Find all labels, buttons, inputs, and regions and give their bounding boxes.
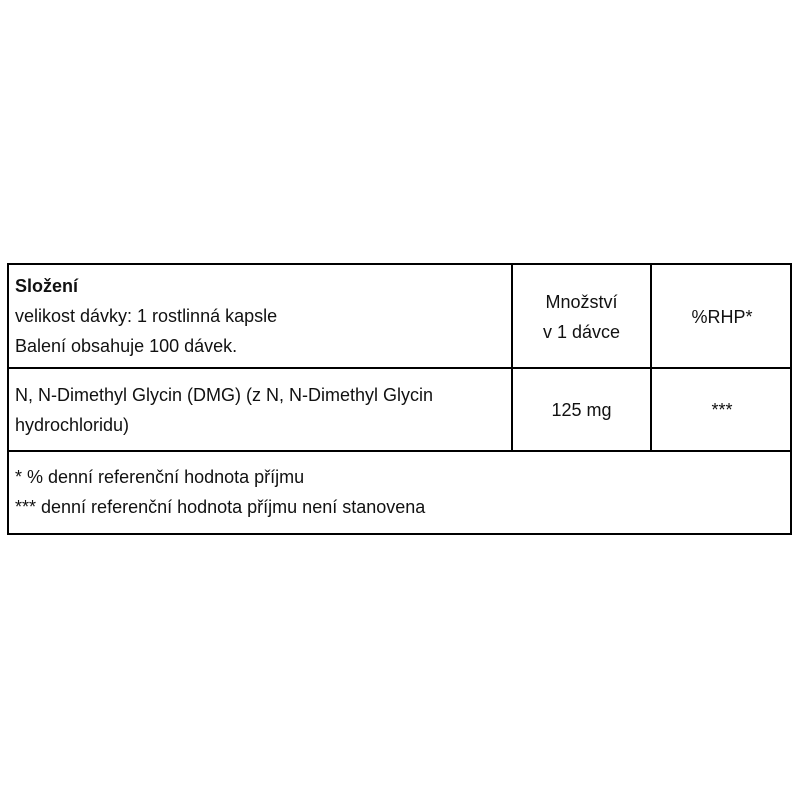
amount-header-line2: v 1 dávce xyxy=(542,322,621,342)
ingredient-name-cell xyxy=(15,380,510,440)
row-divider xyxy=(9,450,790,452)
ingredient-rhp-cell: *** xyxy=(711,400,733,420)
footnote: *** denní referenční hodnota příjmu není stanovena xyxy=(15,497,426,517)
row-divider xyxy=(9,367,790,369)
supplement-facts-table xyxy=(7,263,792,535)
ingredient-amount-cell: 125 mg xyxy=(551,400,612,420)
footnotes-cell xyxy=(15,462,785,522)
ingredient-name-line2: hydrochloridu) xyxy=(15,415,130,435)
footnote: * % denní referenční hodnota příjmu xyxy=(15,467,305,487)
ingredient-name-line1: N, N-Dimethyl Glycin (DMG) (z N, N-Dimethyl Glycin xyxy=(15,385,434,405)
package-count-text: Balení obsahuje 100 dávek. xyxy=(15,336,238,356)
serving-size-text: velikost dávky: 1 rostlinná kapsle xyxy=(15,306,278,326)
header-info-cell xyxy=(15,271,510,361)
amount-header-cell xyxy=(514,287,649,347)
composition-title: Složení xyxy=(15,276,79,296)
rhp-header-cell: %RHP* xyxy=(691,307,753,327)
column-divider xyxy=(511,265,513,450)
amount-header-line1: Množství xyxy=(545,292,618,312)
